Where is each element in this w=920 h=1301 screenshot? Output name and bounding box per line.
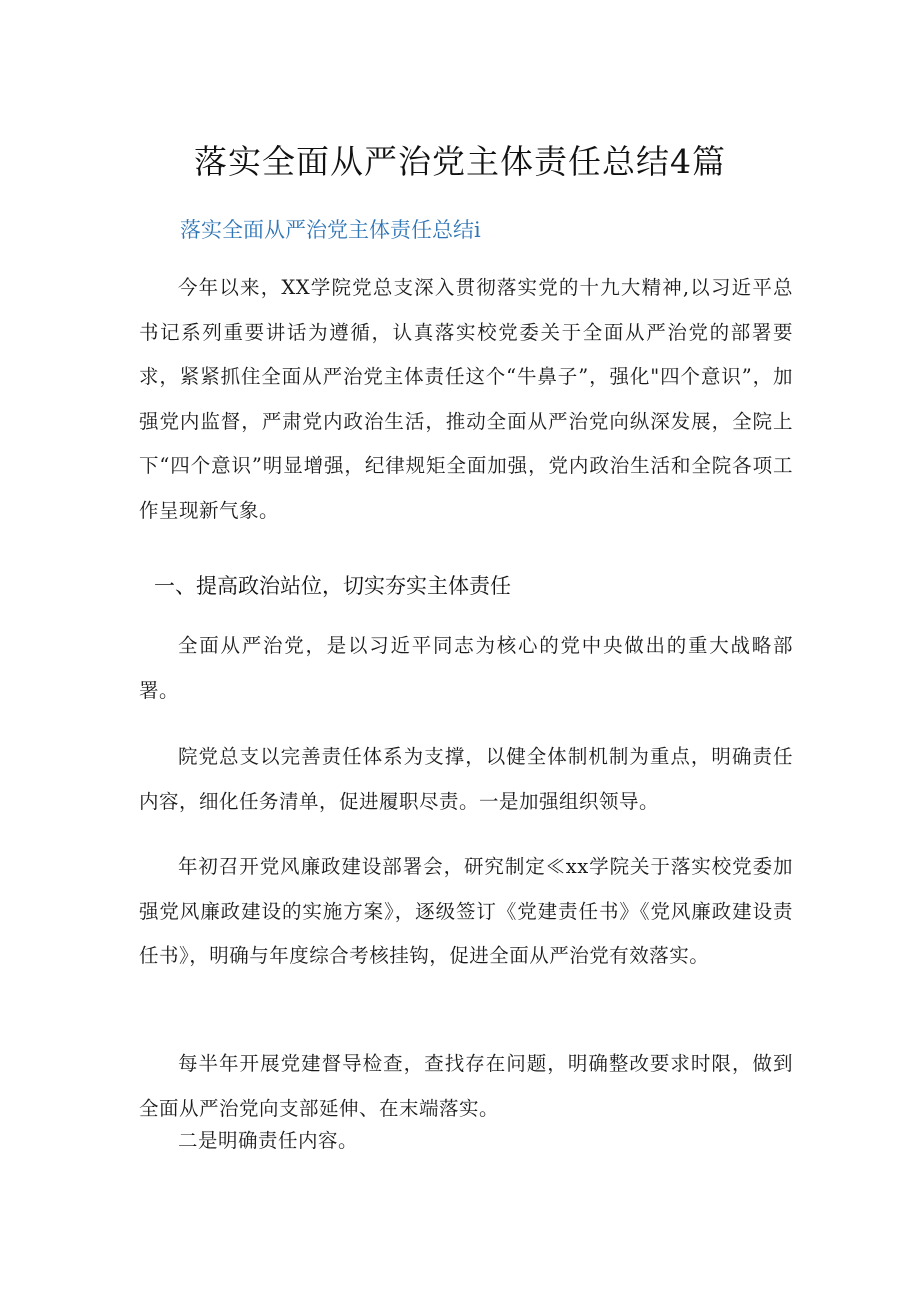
- paragraph-intro: 今年以来，XX学院党总支深入贯彻落实党的十九大精神,以习近平总书记系列重要讲话为遵循，认真落实校党委关于全面从严治党的部署要求，紧紧抓住全面从严治党主体责任这个“牛鼻子”，强化"四个意识”，加强党内监督，严肃党内政治生活，推动全面从严治党向纵深发展，全院上下“四个意识”明显增强，纪律规矩全面加强，党内政治生活和全院各项工作呈现新气象。: [139, 276, 793, 522]
- document-title: 落实全面从严治党主体责任总结4篇: [194, 142, 726, 181]
- paragraph-inspection: 每半年开展党建督导检查，查找存在问题，明确整改要求时限，做到全面从严治党向支部延伸、在末端落实。: [139, 1052, 793, 1120]
- document-subtitle: 落实全面从严治党主体责任总结i: [180, 218, 481, 242]
- paragraph-clarify-content: 二是明确责任内容。: [178, 1129, 359, 1152]
- paragraph-strategy: 全面从严治党，是以习近平同志为核心的党中央做出的重大战略部署。: [139, 634, 793, 702]
- section-heading: 一、提高政治站位，切实夯实主体责任: [154, 574, 511, 598]
- paragraph-deployment-meeting: 年初召开党风廉政建设部署会，研究制定≪xx学院关于落实校党委加强党风廉政建设的实施方案》，逐级签订《党建责任书》《党风廉政建设责任书》，明确与年度综合考核挂钩，促进全面从严治党有效落实。: [139, 855, 793, 967]
- paragraph-responsibility-system: 院党总支以完善责任体系为支撑，以健全体制机制为重点，明确责任内容，细化任务清单，促进履职尽责。一是加强组织领导。: [139, 745, 793, 813]
